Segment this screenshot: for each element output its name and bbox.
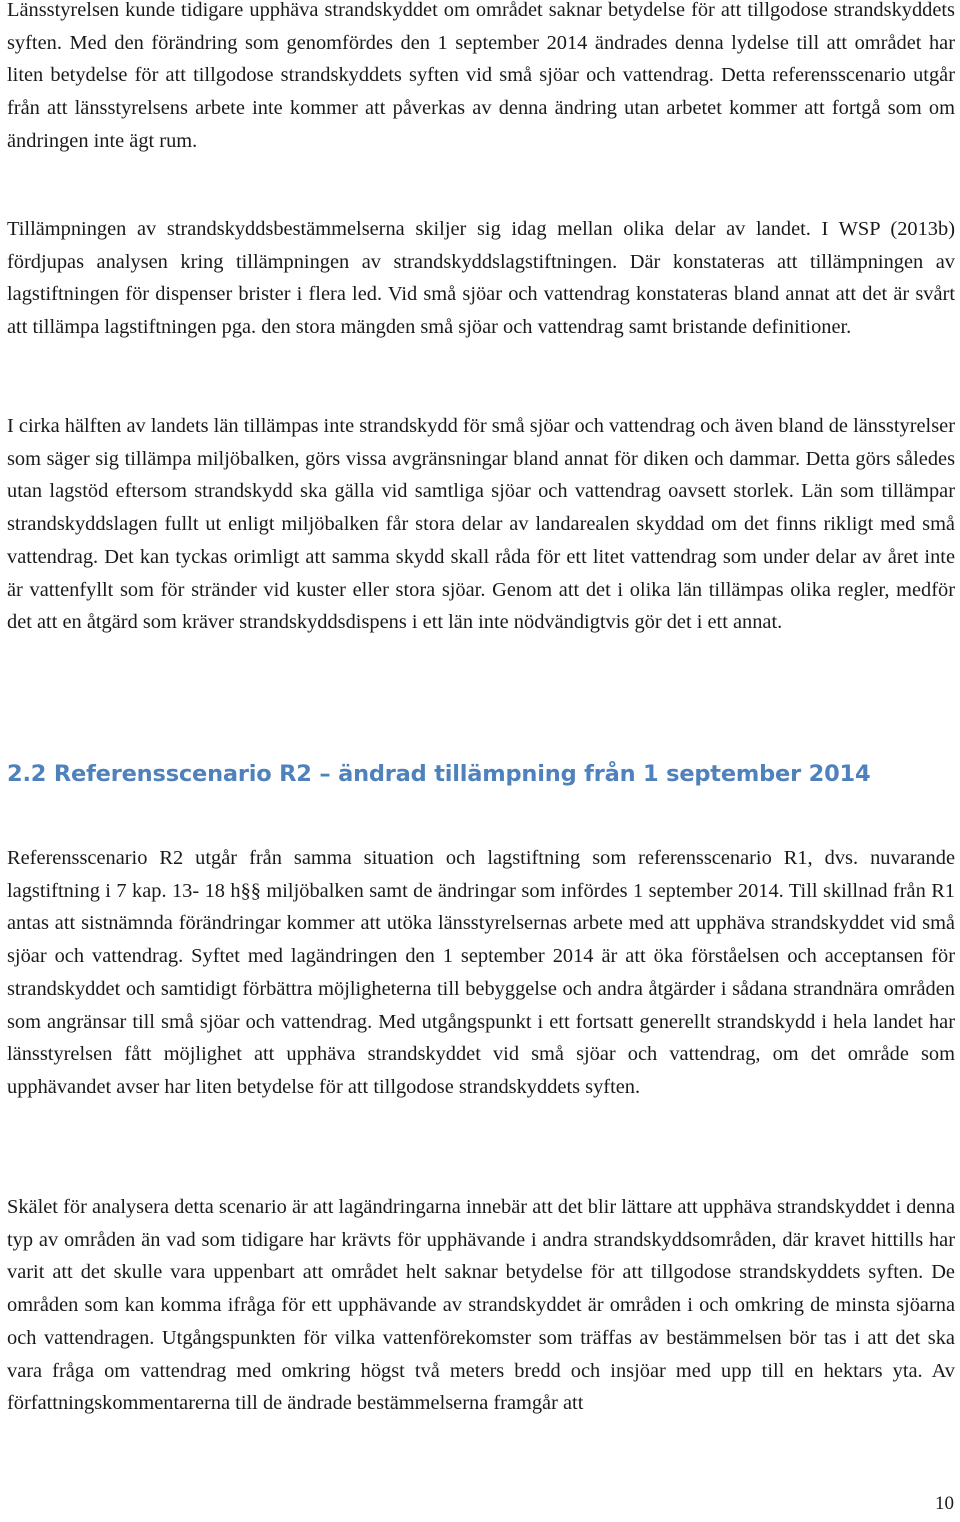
body-paragraph-4: Referensscenario R2 utgår från samma situation och lagstiftning som referensscenario R1, dvs. nuvarande lagstiftning i 7 kap. 13- 18 h§§ miljöbalken samt de ändringar som infördes 1 september 2014. Till skillnad från R1 antas att sistnämnda förändringar kommer att utöka länsstyrelsernas arbete med att upphäva strandskyddet vid små sjöar och vattendrag. Syftet med lagändringen den 1 september 2014 är att öka förståelsen och acceptansen för strandskyddet och samtidigt förbättra möjligheterna till bebyggelse och andra åtgärder i sådana strandnära områden som angränsar till små sjöar och vattendrag. Med utgångspunkt i ett fortsatt generellt strandskydd i hela landet har länsstyrelsen fått möjlighet att upphäva strandskyddet vid små sjöar och vattendrag, om det område som upphävandet avser har liten betydelse för att tillgodose strandskyddets syften.: [7, 847, 955, 1098]
body-paragraph-2: Tillämpningen av strandskyddsbestämmelserna skiljer sig idag mellan olika delar av landet. I WSP (2013b) fördjupas analysen kring tillämpningen av strandskyddslagstiftningen. Där konstateras att tillämpningen av lagstiftningen för dispenser brister i flera led. Vid små sjöar och vattendrag konstateras bland annat att det är svårt att tillämpa lagstiftningen pga. den stora mängden små sjöar och vattendrag samt bristande definitioner.: [7, 218, 955, 339]
section-heading: 2.2 Referensscenario R2 – ändrad tillämpning från 1 september 2014: [7, 761, 871, 787]
body-paragraph-5: Skälet för analysera detta scenario är att lagändringarna innebär att det blir lättare att upphäva strandskyddet i denna typ av områden än vad som tidigare har krävts för upphävande i andra strandskyddsområden, där kravet hittills har varit att det skulle vara uppenbart att området helt saknar betydelse för att tillgodose strandskyddets syften. De områden som kan komma ifråga för ett upphävande av strandskyddet är områden i och omkring de minsta sjöarna och vattendragen. Utgångspunkten för vilka vattenförekomster som träffas av bestämmelsen bör tas i att det ska vara fråga om vattendrag med omkring högst två meters bredd och insjöar med upp till en hektars yta. Av författningskommentarerna till de ändrade bestämmelserna framgår att: [7, 1196, 955, 1415]
body-paragraph-1: Länsstyrelsen kunde tidigare upphäva strandskyddet om området saknar betydelse för att tillgodose strandskyddets syften. Med den förändring som genomfördes den 1 september 2014 ändrades denna lydelse till att området har liten betydelse för att tillgodose strandskyddets syften vid små sjöar och vattendrag. Detta referensscenario utgår från att länsstyrelsens arbete inte kommer att påverkas av denna ändring utan arbetet kommer att fortgå som om ändringen inte ägt rum.: [7, 0, 955, 152]
page-number: 10: [935, 1493, 954, 1514]
body-paragraph-3: I cirka hälften av landets län tillämpas inte strandskydd för små sjöar och vattendrag och även bland de länsstyrelser som säger sig tillämpa miljöbalken, görs vissa avgränsningar bland annat för diken och dammar. Detta görs således utan lagstöd eftersom strandskydd ska gälla vid samtliga sjöar och vattendrag oavsett storlek. Län som tillämpar strandskyddslagen fullt ut enligt miljöbalken får stora delar av landarealen skyddad om det finns rikligt med små vattendrag. Det kan tyckas orimligt att samma skydd skall råda för ett litet vattendrag som under delar av året inte är vattenfyllt som för stränder vid kuster eller stora sjöar. Genom att det i olika län tillämpas olika regler, medför det att en åtgärd som kräver strandskyddsdispens i ett län inte nödvändigtvis gör det i ett annat.: [7, 415, 955, 634]
